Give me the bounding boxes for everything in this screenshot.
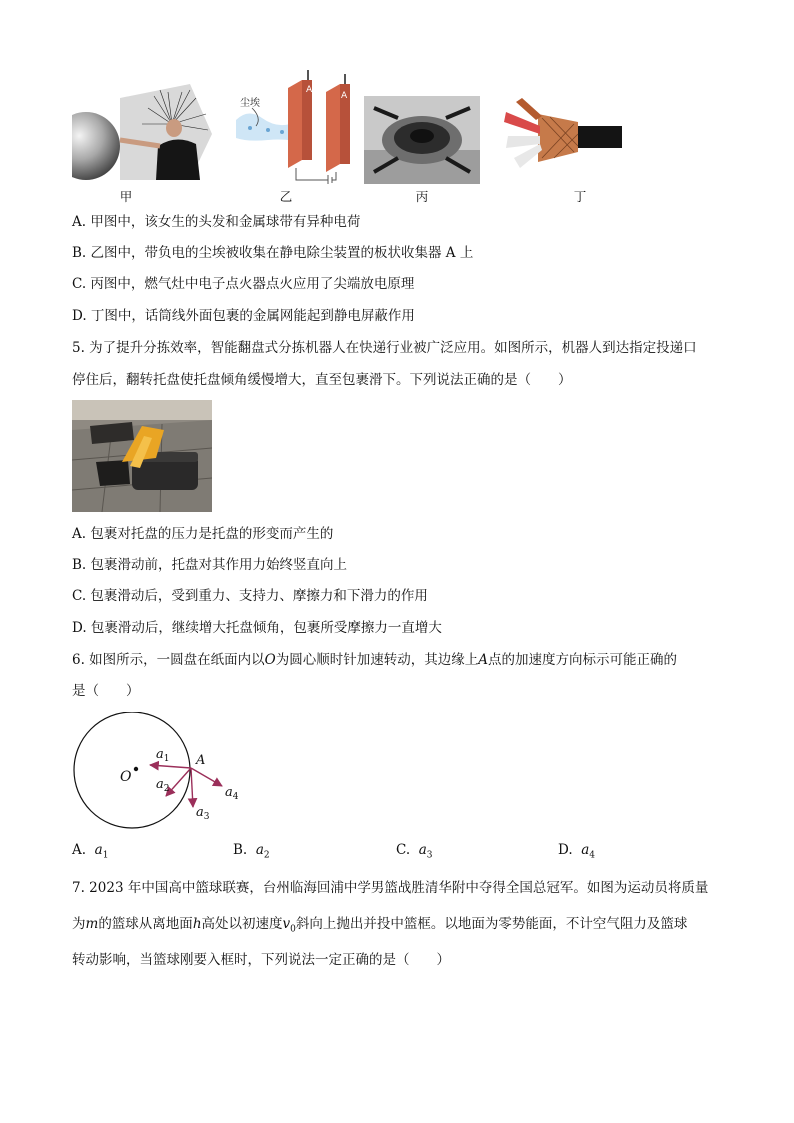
q5-option-c: C. 包裹滑动后，受到重力、支持力、摩擦力和下滑力的作用 <box>72 588 428 604</box>
q5-option-d: D. 包裹滑动后，继续增大托盘倾角，包裹所受摩擦力一直增大 <box>72 620 442 636</box>
svg-text:a4: $a_4$ <box>225 785 239 802</box>
svg-text:O: O <box>120 769 132 785</box>
vector-a3 <box>191 768 193 807</box>
figure-sorting-robot <box>72 400 212 512</box>
vector-a1 <box>150 765 191 768</box>
caption-bing: 丙 <box>415 189 429 204</box>
dust-label: 尘埃 <box>240 98 260 109</box>
q6-option-c: C. $a_3$ <box>396 842 433 861</box>
q6-option-a: A. $a_1$ <box>72 842 109 861</box>
q6-stem-line2: 是（ ） <box>72 683 140 699</box>
q6-stem-line1: 6. 如图所示，一圆盘在纸面内以O为圆心顺时针加速转动，其边缘上A点的加速度方向标示可能正确的 <box>72 652 677 668</box>
q7-stem-line2: 为m的篮球从离地面h高处以初速度$v_0$斜向上抛出并投中篮框。以地面为零势能面，不计空气阻力及篮球 <box>72 916 688 935</box>
q4-option-b: B. 乙图中，带负电的尘埃被收集在静电除尘装置的板状收集器 A 上 <box>72 245 474 261</box>
caption-ding: 丁 <box>573 189 587 204</box>
svg-text:A: A <box>341 91 348 101</box>
q7-stem-line1: 7. 2023 年中国高中篮球联赛，台州临海回浦中学男篮战胜清华附中夺得全国总冠军。如图为运动员将质量 <box>72 880 709 896</box>
q5-stem-line2: 停住后，翻转托盘使托盘倾角缓慢增大，直至包裹滑下。下列说法正确的是（ ） <box>72 372 572 388</box>
q4-option-d: D. 丁图中，话筒线外面包裹的金属网能起到静电屏蔽作用 <box>72 308 415 324</box>
svg-text:A: A <box>196 753 206 768</box>
q6-option-d: D. $a_4$ <box>558 842 596 861</box>
caption-yi: 乙 <box>279 189 293 204</box>
figure-yi <box>228 68 364 184</box>
svg-text:a2: $a_2$ <box>156 777 170 794</box>
caption-jia: 甲 <box>119 189 133 204</box>
q5-option-b: B. 包裹滑动前，托盘对其作用力始终竖直向上 <box>72 557 348 573</box>
q6-option-b: B. $a_2$ <box>233 842 270 861</box>
figure-jia <box>72 84 212 184</box>
q4-option-c: C. 丙图中，燃气灶中电子点火器点火应用了尖端放电原理 <box>72 276 415 292</box>
svg-text:a3: $a_3$ <box>196 805 210 822</box>
figure-ding <box>498 92 626 182</box>
figure-bing <box>364 96 480 184</box>
q5-option-a: A. 包裹对托盘的压力是托盘的形变而产生的 <box>72 526 334 542</box>
q7-stem-line3: 转动影响，当篮球刚要入框时，下列说法一定正确的是（ ） <box>72 952 450 968</box>
figure-rotating-disk <box>70 712 250 834</box>
svg-text:A: A <box>306 85 313 95</box>
vector-a4 <box>191 768 222 786</box>
svg-text:a1: $a_1$ <box>156 747 170 764</box>
q4-option-a: A. 甲图中，该女生的头发和金属球带有异种电荷 <box>72 214 361 230</box>
vector-a2 <box>166 768 191 796</box>
q5-stem-line1: 5. 为了提升分拣效率，智能翻盘式分拣机器人在快递行业被广泛应用。如图所示，机器人到达指定投递口 <box>72 340 697 356</box>
